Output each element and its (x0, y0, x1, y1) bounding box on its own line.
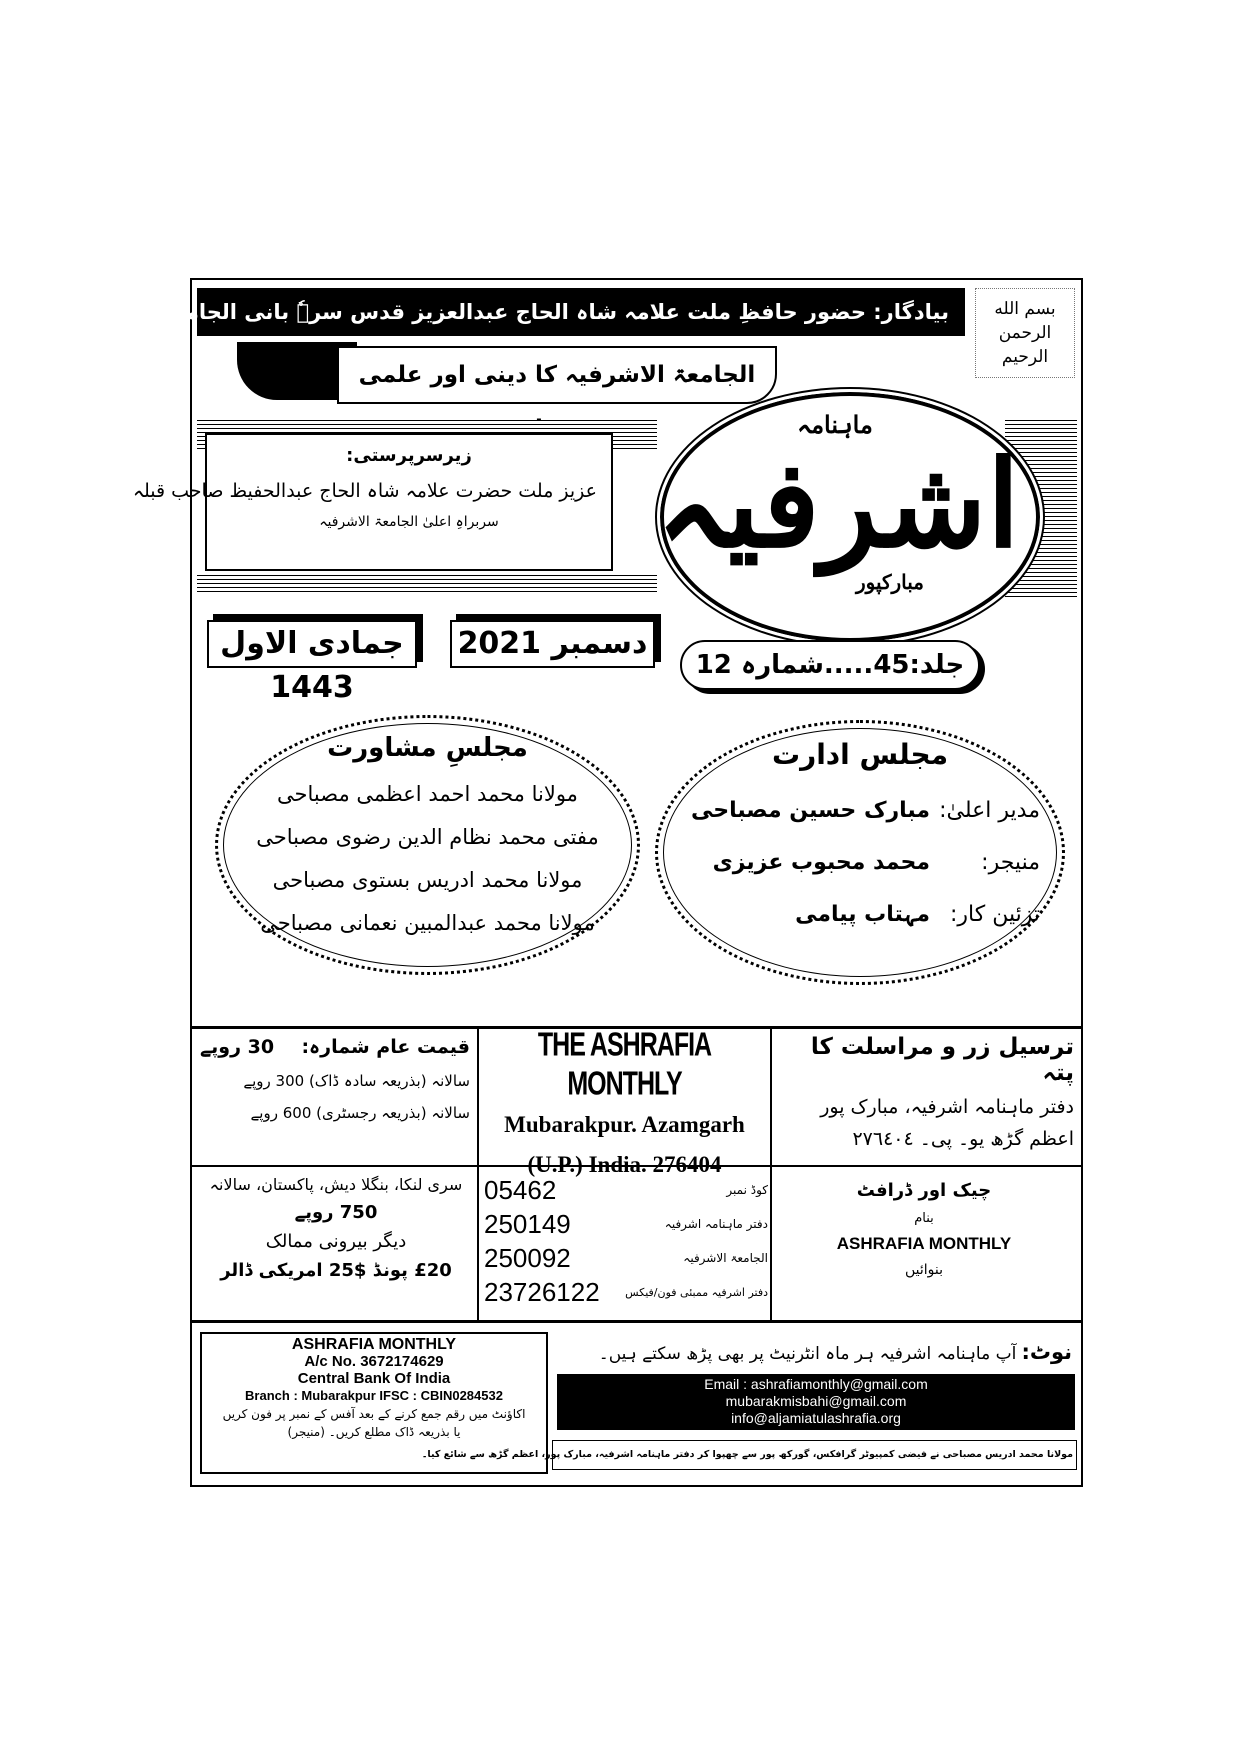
phone-row (484, 1275, 768, 1309)
phone-row (484, 1207, 768, 1241)
masthead-title: اشرفیہ (656, 434, 1020, 575)
idarat-row (680, 889, 1040, 941)
price-annual-registered: سالانہ (بذریعہ رجسٹری) 600 روپے (250, 1104, 470, 1122)
foreign-line2: 750 روپے (294, 1202, 378, 1223)
idarat-role: منیجر: (981, 850, 1040, 875)
bank-name: ASHRAFIA MONTHLY (291, 1336, 457, 1353)
idarat-role: مدیر اعلیٰ: (939, 798, 1040, 823)
foreign-line1: سری لنکا، بنگلا دیش، پاکستان، سالانہ (209, 1175, 463, 1194)
phone-row (484, 1173, 768, 1207)
bank-branch: Branch : Mubarakpur IFSC : CBIN0284532 (245, 1388, 503, 1403)
mushawarat-member: مفتی محمد نظام الدین رضوی مصباحی (256, 825, 599, 849)
price-heading-row (200, 1036, 470, 1058)
idarat-block (680, 738, 1040, 941)
divider-bottom (190, 1320, 1083, 1323)
phone-number: 23726122 (484, 1276, 600, 1307)
idarat-name: مبارک حسین مصباحی (690, 798, 930, 823)
mushawarat-member: مولانا محمد عبدالمبین نعمانی مصباحی (260, 911, 595, 935)
foreign-line4: £20 پونڈ $25 امریکی ڈالر (220, 1260, 452, 1281)
patronage-role: سربراہِ اعلیٰ الجامعۃ الاشرفیہ (319, 514, 499, 530)
cheque-banam: بنام (914, 1211, 934, 1226)
phone-row (484, 1241, 768, 1275)
bismillah-calligraphy: بسم الله الرحمن الرحيم (975, 288, 1075, 378)
hijri-date-box: جمادی الاول 1443 (207, 620, 417, 668)
phone-label: الجامعۃ الاشرفیہ (683, 1251, 768, 1265)
mushawarat-member: مولانا محمد ادریس بستوی مصباحی (272, 868, 583, 892)
bank-account: A/c No. 3672174629 (304, 1353, 444, 1370)
email-line: Email : ashrafiamonthly@gmail.com (704, 1376, 928, 1392)
stripe-band-bottom (197, 575, 657, 593)
note-text: آپ ماہنامہ اشرفیہ ہر ماہ انٹرنیٹ پر بھی پڑھ سکتے ہیں۔ (598, 1344, 1017, 1364)
english-address (481, 1025, 768, 1178)
idarat-row (680, 837, 1040, 889)
note-line (560, 1340, 1072, 1364)
email-line: mubarakmisbahi@gmail.com (725, 1393, 907, 1409)
idarat-heading: مجلس ادارت (771, 738, 949, 771)
phone-label: کوڈ نمبر (726, 1183, 768, 1197)
imprint-line: مولانا محمد ادریس مصباحی نے فیضی کمپیوٹر گرافکس، گورکھ پور سے چھپوا کر دفتر ماہنامہ اشرفیہ، مبارک پور، اعظم گڑھ سے شائع کیا۔ (552, 1440, 1077, 1470)
phone-label: دفتر ماہنامہ اشرفیہ (664, 1217, 768, 1231)
phone-label: دفتر اشرفیہ ممبئی فون/فیکس (625, 1285, 768, 1299)
note-label: نوٹ: (1021, 1340, 1072, 1364)
tagline: الجامعۃ الاشرفیہ کا دینی اور علمی (337, 346, 777, 404)
cheque-section (774, 1180, 1074, 1278)
price-heading: قیمت عام شمارہ: (301, 1036, 470, 1058)
price-single: 30 روپے (200, 1036, 275, 1058)
bank-bank: Central Bank Of India (297, 1370, 451, 1387)
bank-note2: یا بذریعہ ڈاک مطلع کریں۔ (منیجر) (287, 1425, 461, 1439)
patronage-name: عزیز ملت حضرت علامہ شاہ الحاج عبدالحفیظ صاحب قبلہ (132, 480, 597, 502)
cheque-instruction: بنوائیں (904, 1262, 944, 1278)
phone-number: 05462 (484, 1174, 557, 1205)
cheque-payee: ASHRAFIA MONTHLY (836, 1234, 1012, 1253)
divider-vert-1 (477, 1028, 479, 1320)
cheque-heading: چیک اور ڈرافٹ (856, 1180, 992, 1201)
phone-number: 250149 (484, 1208, 571, 1239)
foreign-rates (200, 1175, 472, 1281)
mushawarat-block (240, 733, 615, 945)
idarat-name: مہتاب پیامی (795, 902, 930, 927)
phone-list (484, 1173, 768, 1309)
price-annual-plain: سالانہ (بذریعہ سادہ ڈاک) 300 روپے (243, 1072, 470, 1090)
masthead-subtitle: ماہنامہ (797, 410, 873, 439)
correspondence-line1: دفتر ماہنامہ اشرفیہ، مبارک پور (820, 1096, 1074, 1118)
volume-issue-pill: جلد:45.....شمارہ 12 (680, 640, 980, 690)
patronage-box (132, 433, 613, 571)
phone-number: 250092 (484, 1242, 571, 1273)
idarat-role: تزئین کار: (950, 902, 1040, 927)
mushawarat-member: مولانا محمد احمد اعظمی مصباحی (277, 782, 578, 806)
mushawarat-heading: مجلسِ مشاورت (327, 733, 528, 763)
correspondence-heading: ترسیل زر و مراسلت کا پتہ (810, 1034, 1074, 1086)
masthead-place: مبارکپور (855, 570, 925, 594)
english-line1: Mubarakpur. Azamgarh (504, 1112, 745, 1137)
idarat-name: محمد محبوب عزیزی (712, 850, 930, 875)
email-bar (557, 1374, 1075, 1430)
patronage-heading: زیرسرپرستی: (346, 445, 472, 466)
divider-vert-2 (770, 1028, 772, 1320)
bank-note1: اکاؤنٹ میں رقم جمع کرنے کے بعد آفس کے نمبر پر فون کریں (222, 1407, 526, 1421)
dedication-bar: بیادگار: حضور حافظِ ملت علامہ شاہ الحاج عبدالعزیز قدس سرہٗ بانی الجامعۃ الاشرفیہ (197, 288, 965, 336)
email-line: info@aljamiatulashrafia.org (731, 1410, 901, 1426)
price-section (200, 1036, 470, 1122)
correspondence-line2: اعظم گڑھ یو۔ پی۔ ٢٧٦٤٠٤ (852, 1128, 1074, 1150)
gregorian-date-box: دسمبر 2021 (450, 620, 655, 668)
english-line2: (U.P.) India. 276404 (527, 1152, 722, 1177)
foreign-line3: دیگر بیرونی ممالک (265, 1231, 407, 1252)
idarat-row (680, 785, 1040, 837)
correspondence-section (778, 1034, 1074, 1150)
english-title: THE ASHRAFIA MONTHLY (537, 1025, 712, 1103)
